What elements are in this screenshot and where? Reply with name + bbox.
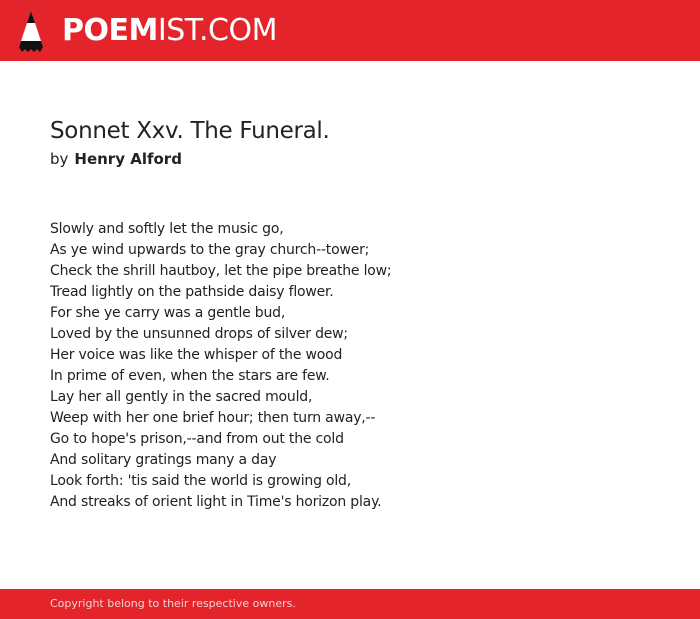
poem-line: Slowly and softly let the music go,: [50, 221, 284, 237]
poem-line: Loved by the unsunned drops of silver dew;: [50, 326, 348, 342]
byline-prefix: by: [50, 150, 69, 168]
poem-line: As ye wind upwards to the gray church--tower;: [50, 242, 370, 258]
site-footer: [0, 589, 700, 619]
poem-line: For she ye carry was a gentle bud,: [50, 305, 286, 321]
poem-line: Check the shrill hautboy, let the pipe breathe low;: [50, 263, 392, 279]
poem-line: Look forth: 'tis said the world is growing old,: [50, 473, 351, 489]
poem-line: Go to hope's prison,--and from out the cold: [50, 431, 344, 447]
logo-text-bold: POEM: [62, 13, 158, 48]
author-link[interactable]: Henry Alford: [74, 150, 182, 168]
site-logo-link[interactable]: [18, 9, 277, 53]
poem-line: Her voice was like the whisper of the wood: [50, 347, 343, 363]
poem-title: Sonnet Xxv. The Funeral.: [50, 118, 330, 144]
copyright-notice: Copyright belong to their respective owners.: [50, 597, 296, 610]
pencil-tip-icon: [18, 10, 44, 52]
poem-line: Tread lightly on the pathside daisy flower.: [50, 284, 334, 300]
site-logo-text: [62, 13, 277, 48]
poem-body: [50, 219, 391, 513]
poem-line: Lay her all gently in the sacred mould,: [50, 389, 313, 405]
logo-text-light: IST.COM: [157, 13, 277, 48]
poem-line: And streaks of orient light in Time's horizon play.: [50, 494, 382, 510]
poem-line: Weep with her one brief hour; then turn away,--: [50, 410, 376, 426]
poem-byline: [50, 149, 182, 169]
poem-line: And solitary gratings many a day: [50, 452, 277, 468]
site-header: [0, 0, 700, 61]
poem-line: In prime of even, when the stars are few.: [50, 368, 330, 384]
